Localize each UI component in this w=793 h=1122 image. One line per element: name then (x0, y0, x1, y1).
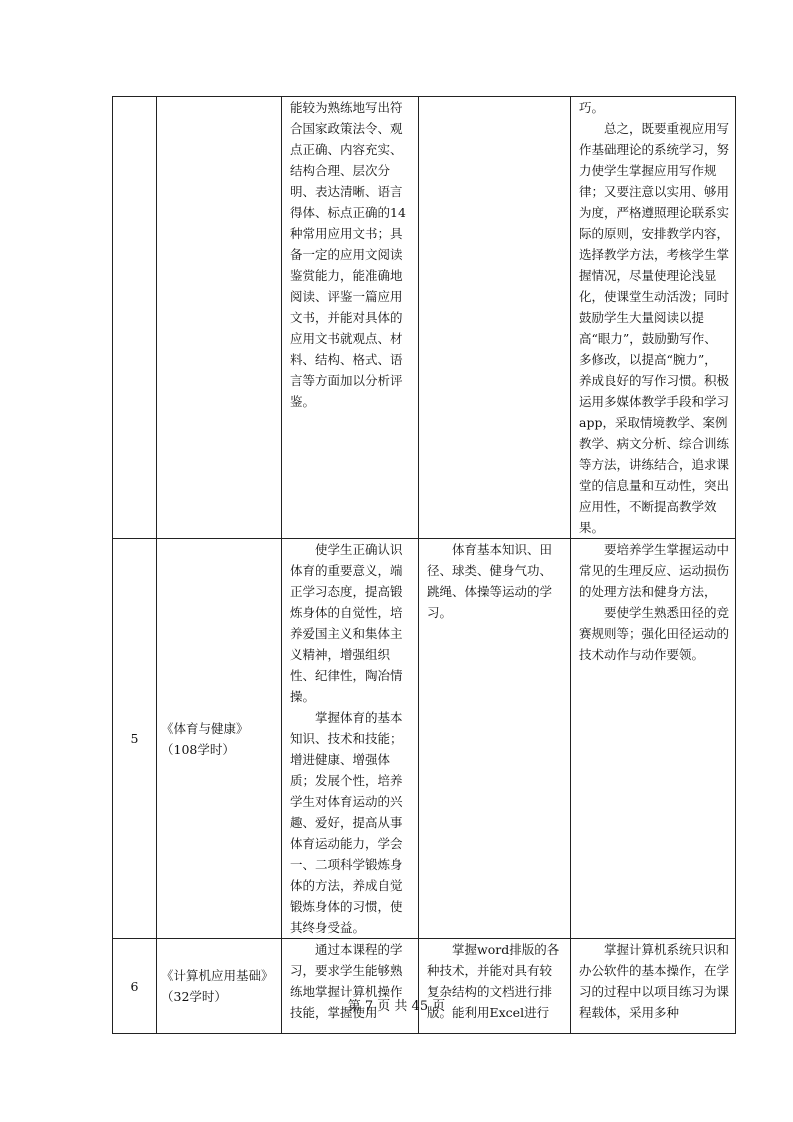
course-name: 《计算机应用基础》（32学时） (161, 968, 274, 1004)
course-name-cell (157, 939, 282, 1034)
objective-cell (282, 939, 419, 1034)
course-name: 《体育与健康》（108学时） (161, 720, 249, 757)
table-row (113, 97, 736, 539)
course-number-cell (113, 97, 157, 539)
course-table (112, 96, 736, 1034)
table-row (113, 539, 736, 939)
objective-paragraph: 通过本课程的学习，要求学生能够熟练地掌握计算机操作技能，掌握使用 (290, 942, 403, 1020)
objective-paragraph: 掌握体育的基本知识、技术和技能；增进健康、增强体质；发展个性，培养学生对体育运动的兴趣、爱好，提高从事体育运动能力，学会一、二项科学锻炼身体的方法，养成自觉锻炼身体的习惯，使其终身受益。 (290, 710, 403, 935)
content-cell (419, 939, 571, 1034)
objective-paragraph: 能较为熟练地写出符合国家政策法令、观点正确、内容充实、结构合理、层次分明、表达清晰、语言得体、标点正确的14种常用应用文书；具备一定的应用文阅读鉴赏能力，能准确地阅读、评鉴一篇应用文书，并能对具体的应用文书就观点、材料、结构、格式、语言等方面加以分析评鉴。 (290, 100, 406, 409)
content-paragraph: 体育基本知识、田径、球类、健身气功、跳绳、体操等运动的学习。 (427, 542, 553, 620)
content-cell (419, 97, 571, 539)
requirement-cell (571, 97, 736, 539)
page-footer: 第 7 页 共 45 页 (347, 999, 446, 1014)
course-number: 5 (130, 731, 139, 746)
content-paragraph: 掌握word排版的各种技术，并能对具有较复杂结构的文档进行排版。能利用Excel进行 (427, 942, 560, 1020)
requirement-paragraph: 要培养学生掌握运动中常见的生理反应、运动损伤的处理方法和健身方法， (579, 542, 730, 599)
course-name-cell (157, 539, 282, 939)
table-row (113, 939, 736, 1034)
content-cell (419, 539, 571, 939)
objective-cell (282, 539, 419, 939)
objective-paragraph: 使学生正确认识体育的重要意义，端正学习态度，提高锻炼身体的自觉性，培养爱国主义和集体主义精神，增强组织性、纪律性，陶冶情操。 (290, 542, 403, 704)
requirement-paragraph: 掌握计算机系统只识和办公软件的基本操作，在学习的过程中以项目练习为课程载体，采用多种 (579, 942, 730, 1020)
course-number: 6 (130, 978, 139, 994)
course-name-cell (157, 97, 282, 539)
course-number-cell (113, 539, 157, 939)
requirement-cell (571, 539, 736, 939)
course-number-cell (113, 939, 157, 1034)
requirement-paragraph: 总之，既要重视应用写作基础理论的系统学习，努力使学生掌握应用写作规律；又要注意以实用、够用为度，严格遵照理论联系实际的原则，安排教学内容，选择教学方法，考核学生掌握情况，尽量使理论浅显化，使课堂生动活泼；同时鼓励学生大量阅读以提高“眼力”，鼓励勤写作、多修改，以提高“腕力”，养成良好的写作习惯。积极运用多媒体教学手段和学习app，采取情境教学、案例教学、病文分析、综合训练等方法，讲练结合，追求课堂的信息量和互动性，突出应用性，不断提高教学效果。 (579, 121, 730, 535)
requirement-paragraph: 要使学生熟悉田径的竞赛规则等；强化田径运动的技术动作与动作要领。 (579, 605, 730, 662)
objective-cell (282, 97, 419, 539)
requirement-cell (571, 939, 736, 1034)
requirement-paragraph: 巧。 (579, 100, 605, 115)
